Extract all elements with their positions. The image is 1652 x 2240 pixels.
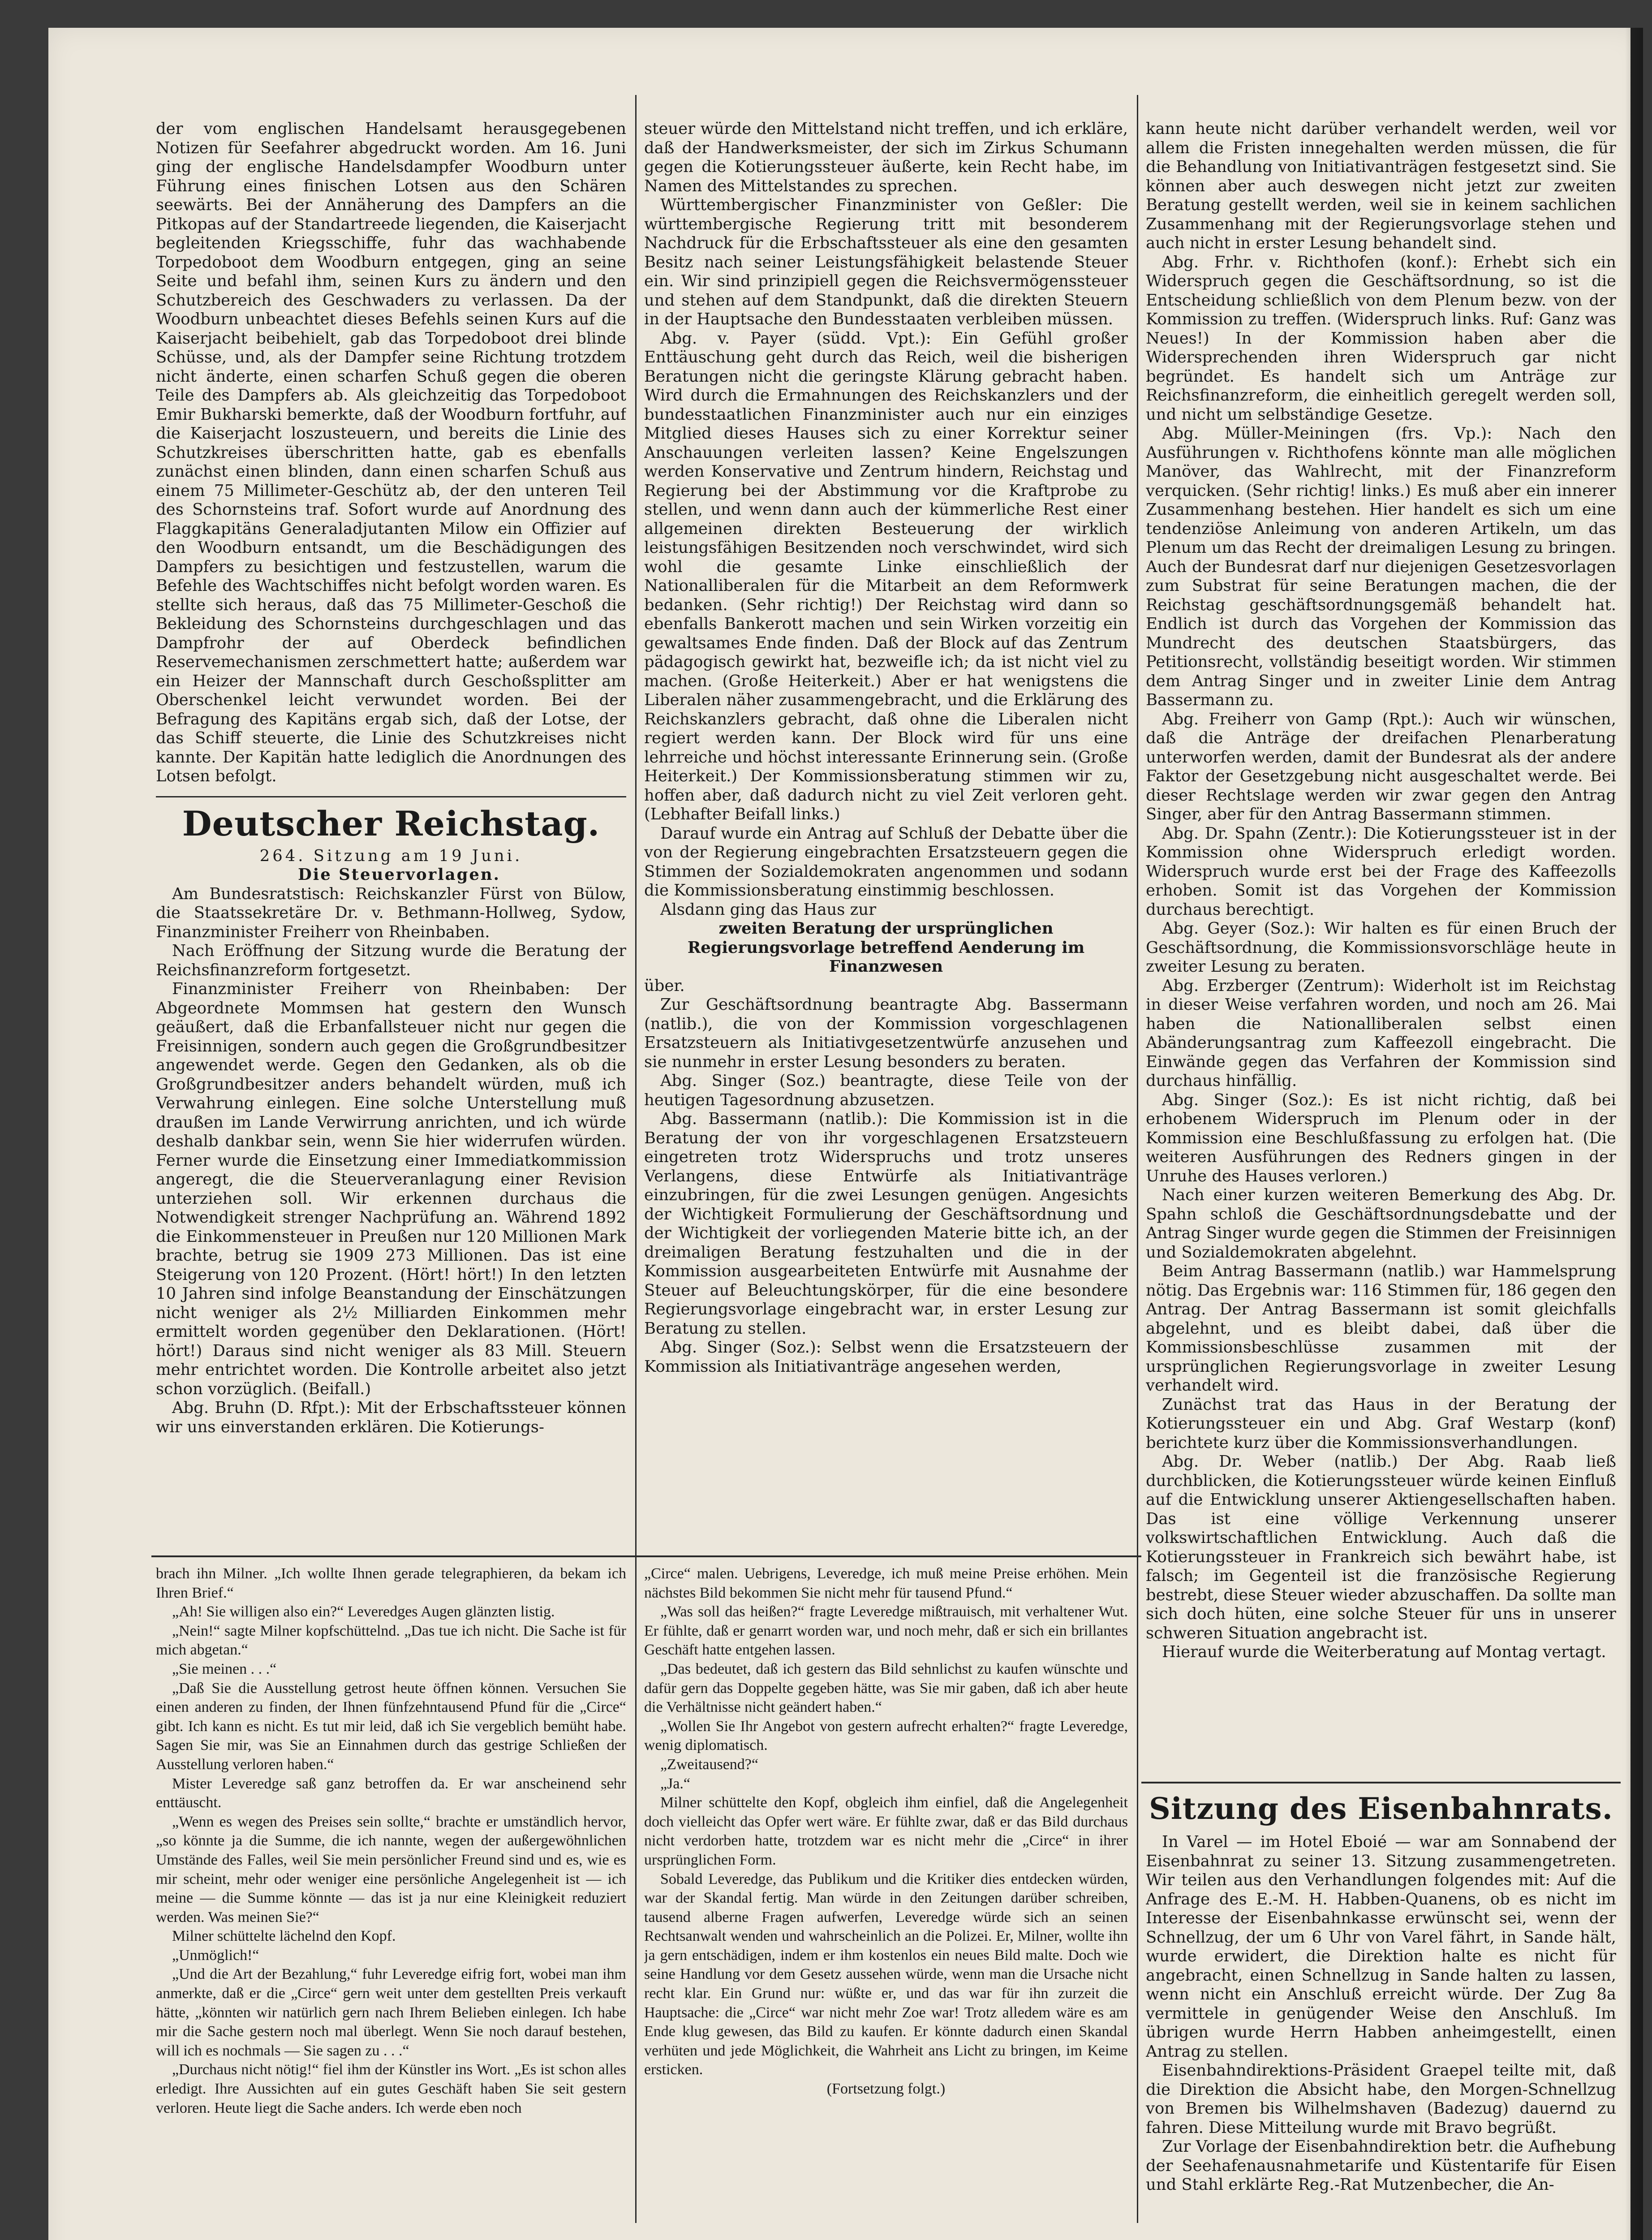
reichstag-paragraph: Alsdann ging das Haus zur xyxy=(660,900,876,919)
serial-paragraph: brach ihn Milner. „Ich wollte Ihnen gerade telegraphieren, da bekam ich Ihren Brief.“ xyxy=(156,1565,626,1601)
reichstag-paragraph: Darauf wurde ein Antrag auf Schluß der Debatte über die von der Regierung eingebrachten Ersatzsteuern gegen die Stimmen der Sozialdemokraten angenommen und sodann die Kommissionsberatung einstimmig beschlossen. xyxy=(644,824,1128,900)
serial-paragraph: Sobald Leveredge, das Publikum und die Kritiker dies entdecken würden, war der Skandal fertig. Man würde in den Zeitungen darüber schreiben, tausend alberne Fragen aufwerfen, Leveredge würde sich an seinen Rechtsanwalt wenden und wahrscheinlich an die Polizei. Er, Milner, wollte ihn ja gern entschädigen, indem er ihm kostenlos ein neues Bild malte. Doch wie seine Handlung vor dem Gesetz aussehen würde, wenn man die Ursache nicht recht klar. Ein Grund nur: wüßte er, und das war für ihn zurzeit die Hauptsache: die „Circe“ war nicht mehr Zoe war! Trotz alledem wäre es am Ende klug gewesen, das Bild zu kaufen. Er könnte dadurch einen Skandal verhüten und jede Möglichkeit, die Wahrheit ans Licht zu bringen, im Keime ersticken. xyxy=(644,1870,1128,2078)
newspaper-page xyxy=(48,28,1643,2240)
eisenbahnrat-paragraph: Eisenbahndirektions-Präsident Graepel teilte mit, daß die Direktion die Absicht habe, den Morgen-Schnellzug von Bremen bis Wilhelmshaven (Badezug) dauernd zu fahren. Diese Mitteilung wurde mit Bravo begrüßt. xyxy=(1146,2061,1616,2137)
serial-separator-rule xyxy=(151,1555,1141,1557)
column-rule-1 xyxy=(635,95,637,2223)
serial-paragraph: „Wollen Sie Ihr Angebot von gestern aufrecht erhalten?“ fragte Leveredge, wenig diplomatisch. xyxy=(644,1718,1128,1754)
reichstag-paragraph: Hierauf wurde die Weiterberatung auf Montag vertagt. xyxy=(1162,1643,1606,1661)
column-1-top xyxy=(156,120,626,1553)
eisenbahnrat-paragraph: In Varel — im Hotel Eboié — war am Sonnabend der Eisenbahnrat zu seiner 13. Sitzung zusammengetreten. Wir teilen aus den Verhandlungen folgendes mit: Auf die Anfrage des E.-M. H. Habben-Quanens, ob es nicht im Interesse der Eisenbahnkasse erwünscht sei, wenn der Schnellzug, der um 6 Uhr von Varel fährt, in Sande hält, wurde erwidert, die Direktion halte es nicht für angebracht, einen Schnellzug in Sande halten zu lassen, wenn nicht ein Anschluß erreicht würde. Der Zug 8a vermittele in genügender Weise den Anschluß. Im übrigen wurde Herrn Habben anheimgestellt, einen Antrag zu stellen. xyxy=(1146,1833,1616,2061)
serial-continuation-note: (Fortsetzung folgt.) xyxy=(826,2081,946,2098)
shipping-report-paragraph: der vom englischen Handelsamt herausgegebenen Notizen für Seefahrer abgedruckt worden. Am 16. Juni ging der englische Handelsdampfer Woodburn unter Führung eines finischen Lotsen aus den Schären seewärts. Bei der Annäherung des Dampfers an die Pitkopas auf der Standartreede liegenden, die Kaiserjacht begleitenden Kriegsschiffe, fuhr das wachhabende Torpedoboot dem Woodburn entgegen, ging an seine Seite und befahl ihm, seinen Kurs zu ändern und den Schutzbereich des Geschwaders zu verlassen. Da der Woodburn unbeachtet dieses Befehls seinen Kurs auf die Kaiserjacht beibehielt, gab das Torpedoboot drei blinde Schüsse, und, als der Dampfer seine Richtung trotzdem nicht änderte, einen scharfen Schuß gegen die oberen Teile des Dampfers ab. Als gleichzeitig das Torpedoboot Emir Bukharski bemerkte, daß der Woodburn fortfuhr, auf die Kaiserjacht loszusteuern, und bereits die Linie des Schutzkreises überschritten hatte, gab es ebenfalls zunächst einen blinden, dann einen scharfen Schuß aus einem 75 Millimeter-Geschütz ab, der den unteren Teil des Schornsteins traf. Sofort wurde auf Anordnung des Flaggkapitäns Generaladjutanten Milow ein Offizier auf den Woodburn entsandt, um die Beschädigungen des Dampfers zu besichtigen und festzustellen, warum die Befehle des Wachtschiffes nicht befolgt worden waren. Es stellte sich heraus, daß das 75 Millimeter-Geschoß die Bekleidung des Schornsteins durchgeschlagen und das Dampfrohr der auf Oberdeck befindlichen Reservemechanismen zerschmettert hatte; außerdem war ein Heizer der Mannschaft durch Geschoßsplitter am Oberschenkel leicht verwundet worden. Bei der Befragung des Kapitäns ergab sich, daß der Lotse, der das Schiff steuerte, die Linie des Schutzkreises nicht kannte. Der Kapitän hatte lediglich die Anordnungen des Lotsen befolgt. xyxy=(156,120,626,785)
reichstag-paragraph: Zunächst trat das Haus in der Beratung der Kotierungssteuer ein und Abg. Graf Westarp (konf) berichtete kurz über die Kommissionsverhandlungen. xyxy=(1146,1395,1616,1452)
serial-paragraph: „Wenn es wegen des Preises sein sollte,“ brachte er umständlich hervor, „so könnte ja die Summe, die ich nannte, wegen der außergewöhnlichen Umstände des Falles, weil Sie mein persönlicher Freund sind und es, wie es mir scheint, mehr oder weniger eine persönliche Angelegenheit ist — ich meine — die Summe könnte — das ist ja nur eine Kleinigkeit reduziert werden. Was meinen Sie?“ xyxy=(156,1813,626,1926)
serial-paragraph: „Zweitausend?“ xyxy=(660,1756,758,1773)
serial-paragraph: „Unmöglich!“ xyxy=(172,1947,259,1964)
reichstag-paragraph: Abg. Bassermann (natlib.): Die Kommission ist in die Beratung der von ihr vorgeschlagenen Ersatzsteuern eingetreten trotz Widerspruchs und trotz unseres Verlangens, diese Entwürfe als Initiativanträge einzubringen, für die zwei Lesungen genügen. Angesichts der Wichtigkeit Formulierung der Geschäftsordnung und der Wichtigkeit der vorliegenden Materie bitte ich, an der dreimaligen Beratung festzuhalten und die in der Kommission ausgearbeiteten Entwürfe mit Ausnahme der Steuer auf Beleuchtungskörper, für die eine besondere Regierungsvorlage eingebracht war, in erster Lesung zur Beratung zu stellen. xyxy=(644,1110,1128,1338)
serial-paragraph: „Durchaus nicht nötig!“ fiel ihm der Künstler ins Wort. „Es ist schon alles erledigt. Ihre Aussichten auf ein gutes Geschäft haben Sie seit gestern verloren. Heute liegt die Sache anders. Ich werde eben noch xyxy=(156,2061,626,2116)
serial-paragraph: „Circe“ malen. Uebrigens, Leveredge, ich muß meine Preise erhöhen. Mein nächstes Bild bekommen Sie nicht mehr für tausend Pfund.“ xyxy=(644,1565,1128,1601)
column-2-top xyxy=(644,120,1128,1553)
reichstag-paragraph: Am Bundesratstisch: Reichskanzler Fürst von Bülow, die Staatssekretäre Dr. v. Bethmann-Hollweg, Sydow, Finanzminister Freiherr von Rheinbaben. xyxy=(156,884,626,941)
serial-paragraph: Milner schüttelte lächelnd den Kopf. xyxy=(172,1928,396,1945)
serial-paragraph: „Ja.“ xyxy=(660,1775,691,1792)
reichstag-paragraph: Abg. Müller-Meiningen (frs. Vp.): Nach den Ausführungen v. Richthofens könnte man alle möglichen Manöver, das Wahlrecht, mit der Finanzreform verquicken. (Sehr richtig! links.) Es muß aber ein innerer Zusammenhang bestehen. Hier handelt es sich um eine tendenziöse Anleimung von anderen Artikeln, um das Plenum um das Recht der dreimaligen Lesung zu bringen. Auch der Bundesrat darf nur diejenigen Gesetzesvorlagen zum Substrat für seine Beratungen machen, die der Reichstag geschäftsordnungsgemäß behandelt hat. Endlich ist durch das Vorgehen der Kommission das Mundrecht des deutschen Staatsbürgers, das Petitionsrecht, vollständig beseitigt worden. Wir stimmen dem Antrag Singer und in zweiter Linie dem Antrag Bassermann zu. xyxy=(1146,424,1616,709)
reichstag-paragraph: Abg. Freiherr von Gamp (Rpt.): Auch wir wünschen, daß die Anträge der dreifachen Plenarberatung unterworfen werden, damit der Bundesrat als der andere Faktor der Gesetzgebung nicht ausgeschaltet werde. Bei dieser Rechtslage werden wir zwar gegen den Antrag Singer, aber für den Antrag Bassermann stimmen. xyxy=(1146,710,1616,823)
reichstag-paragraph: Finanzminister Freiherr von Rheinbaben: Der Abgeordnete Mommsen hat gestern den Wunsch geäußert, daß die Erbanfallsteuer nicht nur gegen die Freisinnigen, sondern auch gegen die Großgrundbesitzer angewendet werde. Gegen den Gedanken, als ob die Großgrundbesitzer anders behandelt würden, muß ich Verwahrung einlegen. Eine solche Unterstellung muß draußen im Lande Verwirrung anrichten, und ich würde deshalb dankbar sein, wenn Sie hier widerrufen würden. Ferner wurde die Einsetzung einer Immediatkommission angeregt, die die Steuerveranlagung einer Revision unterziehen soll. Wir erkennen durchaus die Notwendigkeit strenger Nachprüfung an. Während 1892 die Einkommensteuer in Preußen nur 120 Millionen Mark brachte, betrug sie 1909 273 Millionen. Das ist eine Steigerung von 120 Prozent. (Hört! hört!) In den letzten 10 Jahren sind infolge Beanstandung der Einschätzungen nicht weniger als 2½ Milliarden Einkommen mehr ermittelt worden gegenüber den Deklarationen. (Hört! hört!) Daraus sind nicht weniger als 83 Mill. Steuern mehr entrichtet worden. Die Kontrolle arbeitet also jetzt schon vorzüglich. (Beifall.) xyxy=(156,980,626,1398)
reichstag-session: 264. Sitzung am 19 Juni. xyxy=(259,846,523,865)
reichstag-paragraph: Abg. Erzberger (Zentrum): Widerholt ist im Reichstag in dieser Weise verfahren worden, und noch am 26. Mai haben die Nationalliberalen selbst einen Abänderungsantrag zum Kaffeezoll eingebracht. Die Einwände gegen das Verfahren der Kommission sind durchaus hinfällig. xyxy=(1146,976,1616,1090)
reichstag-paragraph: Württembergischer Finanzminister von Geßler: Die württembergische Regierung tritt mit besonderem Nachdruck für die Erbschaftssteuer als eine den gesamten Besitz nach seiner Leistungsfähigkeit belastende Steuer ein. Wir sind prinzipiell gegen die Reichsvermögenssteuer und stehen auf dem Standpunkt, daß die direkten Steuern in der Hauptsache den Bundesstaaten verbleiben müssen. xyxy=(644,196,1128,328)
reichstag-paragraph: Zur Geschäftsordnung beantragte Abg. Bassermann (natlib.), die von der Kommission vorgeschlagenen Ersatzsteuern als Initiativgesetzentwürfe anzusehen und sie nunmehr in erster Lesung besonders zu beraten. xyxy=(644,995,1128,1071)
reichstag-paragraph: Beim Antrag Bassermann (natlib.) war Hammelsprung nötig. Das Ergebnis war: 116 Stimmen für, 186 gegen den Antrag. Der Antrag Bassermann ist somit gleichfalls abgelehnt, und es bleibt dabei, daß über die Kommissionsbeschlüsse zusammen mit der ursprünglichen Regierungsvorlage in zweiter Lesung verhandelt wird. xyxy=(1146,1262,1616,1395)
serial-column-1 xyxy=(156,1564,626,2240)
column-rule-2 xyxy=(1137,95,1138,2223)
serial-paragraph: „Ah! Sie willigen also ein?“ Leveredges Augen glänzten listig. xyxy=(172,1603,555,1620)
eisenbahnrat-section xyxy=(1146,1791,1616,2240)
reichstag-paragraph: Nach einer kurzen weiteren Bemerkung des Abg. Dr. Spahn schloß die Geschäftsordnungsdebatte und der Antrag Singer wurde gegen die Stimmen der Freisinnigen und Sozialdemokraten abgelehnt. xyxy=(1146,1186,1616,1262)
serial-paragraph: Milner schüttelte den Kopf, obgleich ihm einfiel, daß die Angelegenheit doch vielleicht das Opfer wert wäre. Er fühlte zwar, daß er das Bild durchaus nicht verdorben hatte, trotzdem war es nicht mehr die „Circe“ in ihrer ursprünglichen Form. xyxy=(644,1794,1128,1868)
reichstag-topic: Die Steuervorlagen. xyxy=(298,866,500,884)
reichstag-paragraph: Abg. v. Payer (südd. Vpt.): Ein Gefühl großer Enttäuschung geht durch das Reich, weil die bisherigen Beratungen nicht die geringste Klärung gebracht haben. Wird durch die Ermahnungen des Reichskanzlers und der bundesstaatlichen Finanzminister auch nur ein einziges Mitglied dieses Hauses sich zu einer Korrektur seiner Anschauungen verleiten lassen? Keine Engelszungen werden Konservative und Zentrum hindern, Reichstag und Regierung bei der Abstimmung vor die Kraftprobe zu stellen, und wenn dann auch der kümmerliche Rest einer allgemeinen direkten Besteuerung der wirklich leistungsfähigen Besitzenden noch verschwindet, wird sich wohl die gesamte Linke einschließlich der Nationalliberalen für die Mitarbeit an dem Reformwerk bedanken. (Sehr richtig!) Der Reichstag wird dann so ebenfalls Bankerott machen und sein Wirken vorzeitig ein gewaltsames Ende finden. Daß der Block auf das Zentrum pädagogisch gewirkt hat, bezweifle ich; da ist nicht viel zu machen. (Große Heiterkeit.) Aber er hat wenigstens die Liberalen näher zusammengebracht, und die Erklärung des Reichskanzlers gebracht, daß ohne die Liberalen nicht regiert werden kann. Der Block wird für uns eine lehrreiche und höchst interessante Erinnerung sein. (Große Heiterkeit.) Der Kommissionsberatung stimmen wir zu, hoffen aber, daß dadurch nicht zu viel Zeit verloren geht. (Lebhafter Beifall links.) xyxy=(644,329,1128,823)
serial-paragraph: „Und die Art der Bezahlung,“ fuhr Leveredge eifrig fort, wobei man ihm anmerkte, daß er die „Circe“ gern weit unter dem gestellten Preis verkauft hätte, „könnten wir natürlich gern nach Ihrem Belieben einlegen. Ich habe mir die Sache gestern noch mal überlegt. Wenn Sie noch darauf bestehen, will ich es nochmals — Sie sagen zu . . .“ xyxy=(156,1966,626,2059)
reichstag-paragraph: Abg. Dr. Weber (natlib.) Der Abg. Raab ließ durchblicken, die Kotierungssteuer würde keinen Einfluß auf die Entwicklung unserer Aktiengesellschaften haben. Das ist eine völlige Verkennung unserer volkswirtschaftlichen Entwicklung. Auch daß die Kotierungssteuer in Frankreich sich bewährt habe, ist falsch; im Gegenteil ist die französische Regierung bestrebt, diese Steuer wieder abzuschaffen. Da sollte man sich doch hüten, eine solche Steuer für uns in unserer schweren Situation angebracht ist. xyxy=(1146,1452,1616,1642)
headline-separator-rule xyxy=(156,796,626,797)
serial-paragraph: „Das bedeutet, daß ich gestern das Bild sehnlichst zu kaufen wünschte und dafür gern das Doppelte gegeben hätte, was Sie mir gaben, daß ich aber heute die Verhältnisse nicht geändert haben.“ xyxy=(644,1660,1128,1716)
reichstag-paragraph: Abg. Singer (Soz.) beantragte, diese Teile von der heutigen Tagesordnung abzusetzen. xyxy=(644,1072,1128,1109)
serial-paragraph: „Was soll das heißen?“ fragte Leveredge mißtrauisch, mit verhaltener Wut. Er fühlte, daß er genarrt worden war, und noch mehr, daß er sich ein brillantes Geschäft hatte entgehen lassen. xyxy=(644,1603,1128,1658)
serial-column-2 xyxy=(644,1564,1128,2240)
reichstag-paragraph: steuer würde den Mittelstand nicht treffen, und ich erkläre, daß der Handwerksmeister, der sich im Zirkus Schumann gegen die Kotierungssteuer äußerte, kein Recht habe, im Namen des Mittelstandes zu sprechen. xyxy=(644,120,1128,195)
reichstag-paragraph: Abg. Singer (Soz.): Es ist nicht richtig, daß bei erhobenem Widerspruch im Plenum oder in der Kommission eine Beschlußfassung zu erfolgen hat. (Die weiteren Ausführungen des Redners gingen in der Unruhe des Hauses verloren.) xyxy=(1146,1090,1616,1185)
reichstag-subheading: zweiten Beratung der ursprünglichen Regierungsvorlage betreffend Aenderung im Finanzwesen xyxy=(687,919,1085,976)
serial-paragraph: „Nein!“ sagte Milner kopfschüttelnd. „Das tue ich nicht. Die Sache ist für mich abgetan.“ xyxy=(156,1622,626,1658)
serial-paragraph: Mister Leveredge saß ganz betroffen da. Er war anscheinend sehr enttäuscht. xyxy=(156,1775,626,1811)
reichstag-paragraph: Nach Eröffnung der Sitzung wurde die Beratung der Reichsfinanzreform fortgesetzt. xyxy=(156,942,626,979)
eisenbahnrat-separator-rule xyxy=(1141,1782,1621,1783)
column-3-top xyxy=(1146,120,1616,1773)
page-edge-shadow xyxy=(1630,28,1643,2240)
eisenbahnrat-headline: Sitzung des Eisenbahnrats. xyxy=(1149,1791,1613,1826)
serial-paragraph: „Sie meinen . . .“ xyxy=(172,1660,277,1677)
serial-paragraph: „Daß Sie die Ausstellung getrost heute öffnen können. Versuchen Sie einen anderen zu finden, der Ihnen fünfzehntausend Pfund für die „Circe“ gibt. Ich kann es nicht. Es tut mir leid, daß ich Sie vergeblich bemüht habe. Sagen Sie mir, was Sie an Einnahmen durch das gestrige Schließen der Ausstellung verloren haben.“ xyxy=(156,1680,626,1773)
reichstag-headline: Deutscher Reichstag. xyxy=(182,803,600,844)
reichstag-paragraph: Abg. Bruhn (D. Rfpt.): Mit der Erbschaftssteuer können wir uns einverstanden erklären. Die Kotierungs- xyxy=(156,1399,626,1436)
eisenbahnrat-paragraph: Zur Vorlage der Eisenbahndirektion betr. die Aufhebung der Seehafenausnahmetarife und Küstentarife für Eisen und Stahl erklärte Reg.-Rat Mutzenbecher, die An- xyxy=(1146,2137,1616,2194)
reichstag-paragraph: Abg. Frhr. v. Richthofen (konf.): Erhebt sich ein Widerspruch gegen die Geschäftsordnung, so ist die Entscheidung schließlich von dem Plenum bezw. von der Kommission zu treffen. (Widerspruch links. Ruf: Ganz was Neues!) In der Kommission haben aber die Widersprechenden ihren Widerspruch gar nicht begründet. Es handelt sich um Anträge zur Reichsfinanzreform, die einheitlich geregelt werden soll, und nicht um selbständige Gesetze. xyxy=(1146,253,1616,424)
reichstag-paragraph: kann heute nicht darüber verhandelt werden, weil vor allem die Fristen innegehalten werden müssen, die für die Behandlung von Initiativanträgen festgesetzt sind. Sie können aber auch deswegen nicht jetzt zur zweiten Beratung gestellt werden, weil sie in keinem sachlichen Zusammenhang mit der Regierungsvorlage stehen und auch nicht in erster Lesung behandelt sind. xyxy=(1146,120,1616,252)
reichstag-paragraph: Abg. Geyer (Soz.): Wir halten es für einen Bruch der Geschäftsordnung, die Kommissionsvorschläge heute in zweiter Lesung zu beraten. xyxy=(1146,919,1616,976)
reichstag-paragraph: über. xyxy=(644,976,685,995)
reichstag-paragraph: Abg. Dr. Spahn (Zentr.): Die Kotierungssteuer ist in der Kommission ohne Widerspruch erledigt worden. Widerspruch wurde erst bei der Frage des Kaffeezolls erhoben. Somit ist das Vorgehen der Kommission durchaus berechtigt. xyxy=(1146,824,1616,919)
reichstag-paragraph: Abg. Singer (Soz.): Selbst wenn die Ersatzsteuern der Kommission als Initiativanträge angesehen werden, xyxy=(644,1338,1128,1376)
